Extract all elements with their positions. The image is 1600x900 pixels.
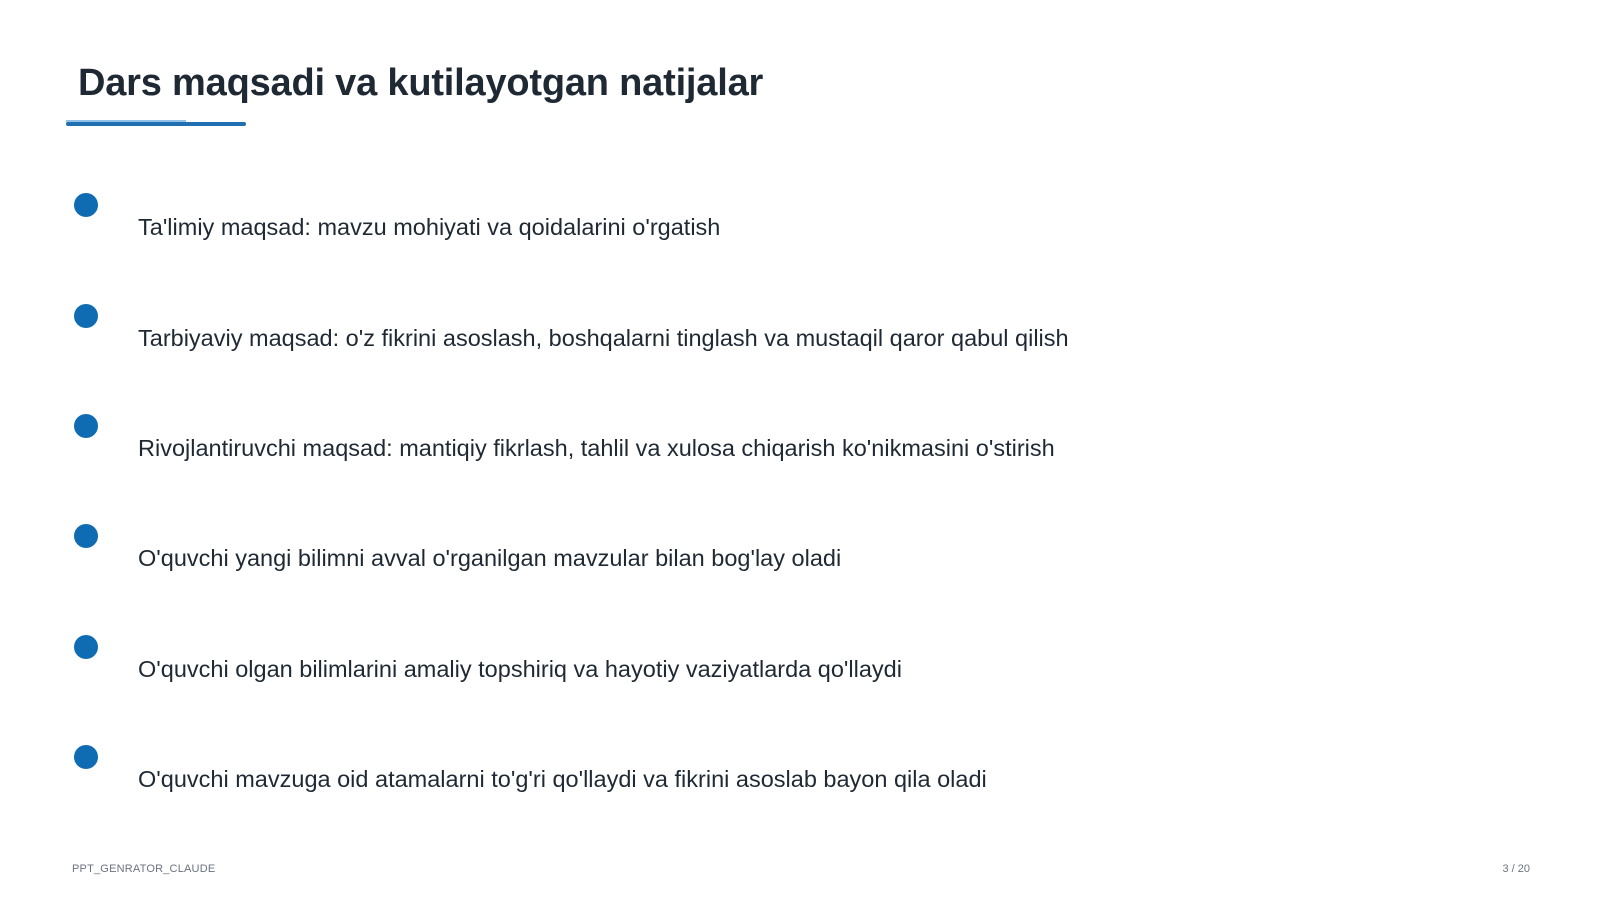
bullet-dot-icon	[74, 635, 98, 659]
bullet-text: O'quvchi olgan bilimlarini amaliy topshiriq va hayotiy vaziyatlarda qo'llaydi	[138, 656, 902, 682]
title-underline	[66, 122, 246, 126]
bullet-dot-icon	[74, 304, 98, 328]
bullet-text: Rivojlantiruvchi maqsad: mantiqiy fikrlash, tahlil va xulosa chiqarish ko'nikmasini o'stirish	[138, 435, 1055, 461]
bullet-dot-icon	[74, 745, 98, 769]
bullet-dot-icon	[74, 524, 98, 548]
slide-title: Dars maqsadi va kutilayotgan natijalar	[78, 62, 764, 104]
bullet-item	[0, 524, 1600, 604]
bullet-dot-icon	[74, 193, 98, 217]
bullet-text: O'quvchi yangi bilimni avval o'rganilgan mavzular bilan bog'lay oladi	[138, 545, 842, 571]
bullet-text: O'quvchi mavzuga oid atamalarni to'g'ri qo'llaydi va fikrini asoslab bayon qila oladi	[138, 766, 987, 792]
bullet-text: Tarbiyaviy maqsad: o'z fikrini asoslash, boshqalarni tinglash va mustaqil qaror qabul qilish	[138, 325, 1069, 351]
page-number: 3 / 20	[1502, 863, 1530, 875]
bullet-item	[0, 745, 1600, 825]
bullet-dot-icon	[74, 414, 98, 438]
bullet-item	[0, 193, 1600, 273]
bullet-item	[0, 635, 1600, 715]
bullet-item	[0, 414, 1600, 494]
footer-brand: PPT_GENRATOR_CLAUDE	[72, 863, 216, 875]
bullet-item	[0, 304, 1600, 384]
bullet-text: Ta'limiy maqsad: mavzu mohiyati va qoidalarini o'rgatish	[138, 214, 721, 240]
